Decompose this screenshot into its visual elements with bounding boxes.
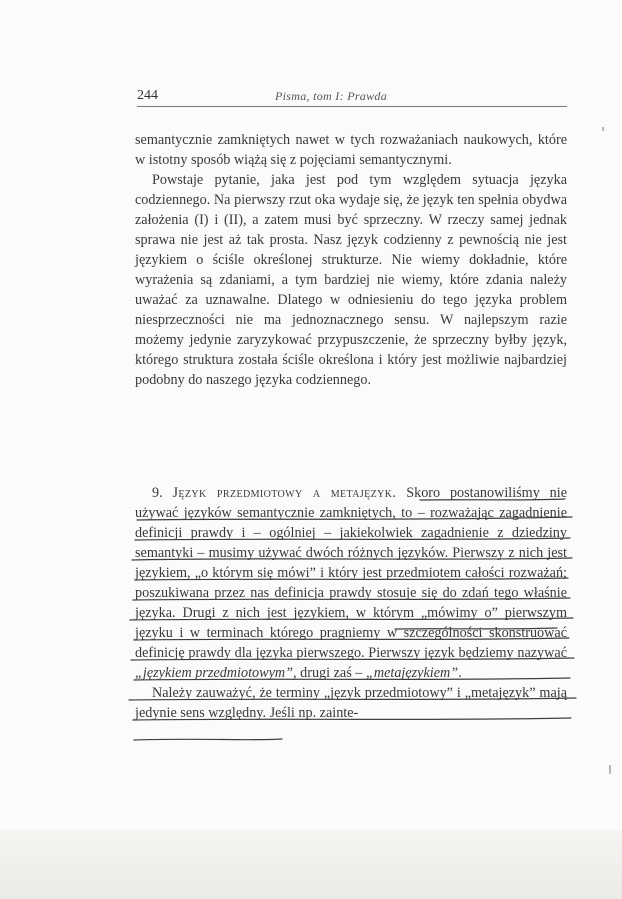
scan-bottom-shade	[0, 830, 622, 899]
section-number: 9.	[152, 485, 163, 501]
scan-speck	[602, 127, 604, 131]
scan-speck	[609, 765, 611, 774]
underline-mark	[134, 739, 282, 740]
section-9-paragraph	[135, 483, 567, 683]
text-block-section-9	[135, 483, 567, 723]
paragraph-relative-sense: Należy zauważyć, że terminy „język przedmiotowy” i „metajęzyk” mają jedynie sens względny. Jeśli np. zainte-	[135, 685, 567, 721]
section-text-1: Skoro postanowiliśmy nie używać języków semantycznie zamkniętych, to – rozważając zagadnienie definicji prawdy i – ogólniej – jakiekolwiek zagadnienie z dziedziny semantyki – musimy używać dwóch różnych języków. Pierwszy z nich jest językiem, „o którym się mówi” i który jest przedmiotem całości rozważań; poszukiwana przez nas definicja prawdy stosuje się do zdań tego właśnie języka. Drugi z nich jest językiem, w którym „mówimy o” pierwszym języku i w terminach którego pragniemy w szczególności skonstruować definicję prawdy dla języka pierwszego. Pierwszy język będziemy nazywać	[135, 485, 567, 661]
page-number: 244	[137, 88, 158, 103]
paragraph-continuation: semantycznie zamkniętych nawet w tych rozważaniach naukowych, które w istotny sposób wiążą się z pojęciami semantycznymi.	[135, 132, 567, 168]
section-text-2: , drugi zaś –	[293, 665, 366, 681]
page-header	[137, 88, 567, 107]
section-heading: Język przedmiotowy a metajęzyk.	[172, 485, 397, 501]
term-metalanguage: „metajęzykiem”	[365, 665, 459, 681]
text-block-upper	[135, 130, 567, 390]
running-head: Pisma, tom I: Prawda	[275, 89, 387, 103]
section-text-3: .	[458, 665, 462, 681]
paragraph-ordinary-language: Powstaje pytanie, jaka jest pod tym względem sytuacja języka codziennego. Na pierwszy rzut oka wydaje się, że język ten spełnia obydwa założenia (I) i (II), a zatem musi być sprzeczny. W rzeczy samej jednak sprawa nie jest aż tak prosta. Nasz język codzienny z pewnością nie jest językiem o ściśle określonej strukturze. Nie wiemy dokładnie, które wyrażenia są zdaniami, a tym bardziej nie wiemy, które zdania należy uważać za uznawalne. Dlatego w odniesieniu do tego języka problem niesprzeczności nie ma jednoznacznego sensu. W najlepszym razie możemy jedynie zaryzykować przypuszczenie, że sprzeczny byłby język, którego struktura została ściśle określona i który jest możliwie najbardziej podobny do naszego języka codziennego.	[135, 172, 567, 388]
term-object-language: „językiem przedmiotowym”	[135, 665, 294, 681]
